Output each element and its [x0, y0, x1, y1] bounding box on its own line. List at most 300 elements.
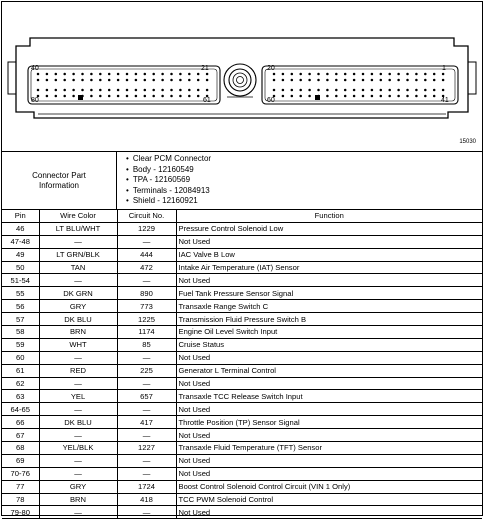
header-circuit-no: Circuit No. — [117, 210, 176, 222]
info-item: • Shield - 12160921 — [126, 196, 211, 207]
pin-cavity — [37, 79, 40, 82]
pin-cavity — [197, 79, 200, 82]
pin-cavity — [380, 95, 383, 98]
pin-cavity — [299, 89, 302, 92]
right-top-left-pin-label: 20 — [267, 65, 275, 72]
pin-cavity — [55, 73, 58, 76]
pin-cell: 50 — [2, 261, 39, 274]
pin-cavity — [282, 95, 285, 98]
function-cell: Not Used — [176, 351, 482, 364]
pin-cavity — [90, 73, 93, 76]
pin-cavity — [197, 89, 200, 92]
left-latch — [8, 62, 16, 94]
pin-cavity — [108, 79, 111, 82]
pin-cavity — [299, 79, 302, 82]
pin-cavity — [380, 79, 383, 82]
wire-color-cell: — — [39, 429, 117, 442]
table-row — [2, 235, 482, 248]
pin-cavity — [282, 89, 285, 92]
pin-cavity — [388, 79, 391, 82]
pin-cavity — [308, 73, 311, 76]
pin-cavity — [433, 95, 436, 98]
function-cell: Intake Air Temperature (IAT) Sensor — [176, 261, 482, 274]
pin-cavity — [282, 73, 285, 76]
circuit-number-cell: 444 — [117, 248, 176, 261]
left-pin-cavities — [37, 73, 209, 98]
wire-color-cell: GRY — [39, 300, 117, 313]
pin-cavity — [424, 79, 427, 82]
circuit-number-cell: 417 — [117, 416, 176, 429]
pin-cavity — [55, 95, 58, 98]
pin-cavity — [55, 89, 58, 92]
table-row — [2, 351, 482, 364]
pin-cavity — [362, 89, 365, 92]
pin-cavity — [188, 73, 191, 76]
pinout-table — [2, 210, 482, 519]
function-cell: Transmission Fluid Pressure Switch B — [176, 313, 482, 326]
pin-cavity — [46, 79, 49, 82]
pin-cell: 79-80 — [2, 506, 39, 519]
pin-cavity — [90, 89, 93, 92]
right-latch — [468, 62, 476, 94]
wire-color-cell: — — [39, 403, 117, 416]
pin-cell: 68 — [2, 442, 39, 455]
wire-color-cell: GRY — [39, 480, 117, 493]
wire-color-cell: YEL/BLK — [39, 442, 117, 455]
pin-cavity — [415, 95, 418, 98]
pin-cell: 46 — [2, 222, 39, 235]
pin-cavity — [291, 79, 294, 82]
info-item: • TPA - 12160569 — [126, 175, 211, 186]
pin-cell: 67 — [2, 429, 39, 442]
pin-cavity — [55, 79, 58, 82]
pin-cavity — [362, 79, 365, 82]
pin-cavity — [317, 89, 320, 92]
table-row — [2, 377, 482, 390]
pin-cell: 61 — [2, 364, 39, 377]
wire-color-cell: DK BLU — [39, 416, 117, 429]
left-pin-block — [28, 66, 220, 104]
table-row — [2, 416, 482, 429]
pin-cavity — [344, 73, 347, 76]
wire-color-cell: — — [39, 454, 117, 467]
pin-cavity — [170, 89, 173, 92]
pin-cavity — [353, 73, 356, 76]
pin-cavity — [273, 79, 276, 82]
pin-cavity — [179, 95, 182, 98]
pin-cavity — [144, 73, 147, 76]
circuit-number-cell: 1225 — [117, 313, 176, 326]
pin-cavity — [335, 73, 338, 76]
left-top-left-pin-label: 40 — [31, 65, 39, 72]
pin-cavity — [72, 95, 75, 98]
left-bottom-left-pin-label: 80 — [31, 97, 39, 104]
pin-cavity — [371, 79, 374, 82]
pin-cavity — [170, 79, 173, 82]
pin-cavity — [81, 73, 84, 76]
connector-face-diagram — [2, 2, 482, 151]
wire-color-cell: RED — [39, 364, 117, 377]
pin-cavity — [388, 95, 391, 98]
pin-cavity — [291, 73, 294, 76]
circuit-number-cell: 890 — [117, 287, 176, 300]
pin-cavity — [291, 95, 294, 98]
pin-cavity — [397, 95, 400, 98]
function-cell: Transaxle Fluid Temperature (TFT) Sensor — [176, 442, 482, 455]
pin-cavity — [353, 79, 356, 82]
pin-cavity — [108, 89, 111, 92]
pin-cell: 66 — [2, 416, 39, 429]
wire-color-cell: DK GRN — [39, 287, 117, 300]
circuit-number-cell: 85 — [117, 338, 176, 351]
function-cell: Not Used — [176, 467, 482, 480]
pin-cavity — [179, 73, 182, 76]
table-row — [2, 274, 482, 287]
pin-cavity — [206, 79, 209, 82]
function-cell: Generator L Terminal Control — [176, 364, 482, 377]
pin-cavity — [344, 79, 347, 82]
pin-cavity — [388, 89, 391, 92]
table-row — [2, 454, 482, 467]
pin-cavity — [317, 73, 320, 76]
wire-color-cell: — — [39, 351, 117, 364]
pin-cavity — [406, 73, 409, 76]
circuit-number-cell: — — [117, 429, 176, 442]
pin-cavity — [90, 95, 93, 98]
function-cell: Not Used — [176, 506, 482, 519]
table-row — [2, 313, 482, 326]
pin-cell: 49 — [2, 248, 39, 261]
table-row — [2, 222, 482, 235]
pin-cavity — [99, 73, 102, 76]
pin-cavity — [152, 73, 155, 76]
circuit-number-cell: 773 — [117, 300, 176, 313]
pin-cavity — [335, 79, 338, 82]
pin-cavity — [380, 89, 383, 92]
wire-color-cell: — — [39, 506, 117, 519]
pin-cavity — [442, 89, 445, 92]
pin-cavity — [299, 73, 302, 76]
pin-cavity — [117, 73, 120, 76]
info-item: • Clear PCM Connector — [126, 154, 211, 165]
wire-color-cell: — — [39, 235, 117, 248]
pin-cell: 57 — [2, 313, 39, 326]
pin-cavity — [197, 73, 200, 76]
pin-cavity — [117, 89, 120, 92]
pin-cavity — [442, 79, 445, 82]
circuit-number-cell: 1227 — [117, 442, 176, 455]
pin-cavity — [117, 79, 120, 82]
connector-info-label-text: Connector Part Information — [32, 170, 86, 190]
center-bolt-icon — [224, 64, 256, 97]
circuit-number-cell: — — [117, 454, 176, 467]
circuit-number-cell: — — [117, 377, 176, 390]
pin-cavity — [273, 89, 276, 92]
wire-color-cell: LT BLU/WHT — [39, 222, 117, 235]
pin-cavity — [161, 95, 164, 98]
pin-cavity — [371, 95, 374, 98]
pin-cavity — [433, 89, 436, 92]
pin-cavity — [335, 95, 338, 98]
pin-cavity — [135, 79, 138, 82]
circuit-number-cell: 1724 — [117, 480, 176, 493]
right-pin-cavities — [273, 73, 445, 98]
function-cell: Engine Oil Level Switch Input — [176, 326, 482, 339]
function-cell: Cruise Status — [176, 338, 482, 351]
pin-cavity — [424, 89, 427, 92]
connector-info-list — [126, 154, 211, 207]
pin-cavity — [362, 73, 365, 76]
pin-cavity — [126, 95, 129, 98]
function-cell: Boost Control Solenoid Control Circuit (VIN 1 Only) — [176, 480, 482, 493]
pin-cavity — [388, 73, 391, 76]
function-cell: IAC Valve B Low — [176, 248, 482, 261]
pin-cavity — [397, 89, 400, 92]
pin-cavity — [326, 89, 329, 92]
pin-cavity — [415, 79, 418, 82]
function-cell: Not Used — [176, 274, 482, 287]
pin-cell: 78 — [2, 493, 39, 506]
pin-cavity — [63, 73, 65, 76]
pin-cavity — [37, 89, 40, 92]
pin-cell: 64-65 — [2, 403, 39, 416]
pin-cavity — [273, 73, 276, 76]
table-row — [2, 248, 482, 261]
table-row — [2, 480, 482, 493]
table-row — [2, 493, 482, 506]
pin-cell: 62 — [2, 377, 39, 390]
pin-cavity — [188, 89, 191, 92]
pin-cavity — [152, 95, 155, 98]
table-row — [2, 390, 482, 403]
table-row — [2, 300, 482, 313]
pin-cavity — [152, 89, 155, 92]
pin-cavity — [344, 95, 347, 98]
circuit-number-cell: — — [117, 274, 176, 287]
right-top-right-pin-label: 1 — [442, 65, 446, 72]
wire-color-cell: — — [39, 274, 117, 287]
pin-cavity — [117, 95, 120, 98]
pin-cavity — [135, 89, 138, 92]
info-item: • Body - 12160549 — [126, 165, 211, 176]
pin-cavity — [335, 89, 338, 92]
left-top-right-pin-label: 21 — [201, 65, 209, 72]
wire-color-cell: YEL — [39, 390, 117, 403]
function-cell: Not Used — [176, 454, 482, 467]
pin-cavity — [179, 89, 182, 92]
left-bottom-right-pin-label: 61 — [203, 97, 211, 104]
right-bottom-right-pin-label: 41 — [441, 97, 449, 104]
table-row — [2, 364, 482, 377]
pin-cavity — [188, 79, 191, 82]
pin-cell: 60 — [2, 351, 39, 364]
pin-cavity — [433, 73, 436, 76]
wire-color-cell: DK BLU — [39, 313, 117, 326]
pin-cavity — [282, 79, 285, 82]
pin-cavity — [144, 89, 147, 92]
pin-cavity — [308, 95, 311, 98]
function-cell: Not Used — [176, 403, 482, 416]
pin-cavity — [179, 79, 182, 82]
pin-cavity — [433, 79, 436, 82]
connector-part-info — [2, 151, 482, 210]
pin-cavity — [424, 95, 427, 98]
pin-cavity — [170, 95, 173, 98]
pin-cavity — [63, 95, 65, 98]
connector-info-label — [2, 152, 117, 209]
pin-cavity — [424, 73, 427, 76]
pin-cavity — [397, 73, 400, 76]
table-row — [2, 506, 482, 519]
table-row — [2, 467, 482, 480]
pin-cell: 56 — [2, 300, 39, 313]
table-row — [2, 403, 482, 416]
pin-cavity — [206, 89, 209, 92]
function-cell: Fuel Tank Pressure Sensor Signal — [176, 287, 482, 300]
pin-cavity — [161, 73, 164, 76]
pin-cavity — [170, 73, 173, 76]
table-row — [2, 287, 482, 300]
header-pin: Pin — [2, 210, 39, 222]
circuit-number-cell: 418 — [117, 493, 176, 506]
wire-color-cell: BRN — [39, 326, 117, 339]
figure-id: 15030 — [459, 139, 476, 145]
circuit-number-cell: — — [117, 235, 176, 248]
pin-cavity — [353, 89, 356, 92]
pin-cavity — [72, 79, 75, 82]
table-row — [2, 261, 482, 274]
pin-cavity — [81, 79, 84, 82]
pin-cavity — [188, 95, 191, 98]
pin-cavity — [442, 73, 445, 76]
function-cell: Not Used — [176, 235, 482, 248]
pin-cavity — [197, 95, 200, 98]
pin-cavity — [308, 79, 311, 82]
pin-cavity — [108, 73, 111, 76]
pin-cavity — [371, 89, 374, 92]
circuit-number-cell: 657 — [117, 390, 176, 403]
wire-color-cell: LT GRN/BLK — [39, 248, 117, 261]
pin-cavity — [362, 95, 365, 98]
table-header-row — [2, 210, 482, 222]
header-wire-color: Wire Color — [39, 210, 117, 222]
right-key — [315, 95, 320, 100]
pin-cell: 51-54 — [2, 274, 39, 287]
pin-cavity — [37, 73, 40, 76]
wire-color-cell: BRN — [39, 493, 117, 506]
pin-cavity — [72, 73, 75, 76]
connector-drawing — [2, 2, 482, 151]
circuit-number-cell: 472 — [117, 261, 176, 274]
pin-cavity — [406, 95, 409, 98]
pin-cell: 47-48 — [2, 235, 39, 248]
pin-cavity — [406, 79, 409, 82]
info-item: • Terminals - 12084913 — [126, 186, 211, 197]
circuit-number-cell: — — [117, 467, 176, 480]
function-cell: Transaxle TCC Release Switch Input — [176, 390, 482, 403]
right-pin-block — [262, 66, 458, 104]
pin-cavity — [46, 89, 49, 92]
pin-cavity — [326, 95, 329, 98]
pin-cavity — [380, 73, 383, 76]
pin-cavity — [406, 89, 409, 92]
pin-cavity — [81, 89, 84, 92]
wire-color-cell: TAN — [39, 261, 117, 274]
pin-cavity — [126, 73, 129, 76]
pin-cavity — [144, 95, 147, 98]
pin-cavity — [161, 79, 164, 82]
pin-cavity — [326, 73, 329, 76]
pin-cavity — [99, 95, 102, 98]
header-function: Function — [176, 210, 482, 222]
circuit-number-cell: 1174 — [117, 326, 176, 339]
pin-cavity — [46, 73, 49, 76]
pin-cavity — [99, 89, 102, 92]
left-key — [78, 95, 83, 100]
circuit-number-cell: — — [117, 351, 176, 364]
circuit-number-cell: — — [117, 403, 176, 416]
pin-cell: 59 — [2, 338, 39, 351]
wire-color-cell: WHT — [39, 338, 117, 351]
pin-cavity — [72, 89, 75, 92]
pin-cavity — [144, 79, 147, 82]
pin-cavity — [326, 79, 329, 82]
pin-cavity — [99, 79, 102, 82]
function-cell: TCC PWM Solenoid Control — [176, 493, 482, 506]
connector-shell — [16, 38, 468, 118]
pin-cavity — [108, 95, 111, 98]
pin-cavity — [63, 79, 65, 82]
table-row — [2, 326, 482, 339]
pin-cavity — [299, 95, 302, 98]
function-cell: Pressure Control Solenoid Low — [176, 222, 482, 235]
function-cell: Not Used — [176, 429, 482, 442]
pin-cavity — [344, 89, 347, 92]
pin-cavity — [161, 89, 164, 92]
pin-cavity — [135, 73, 138, 76]
pin-cavity — [126, 89, 129, 92]
wire-color-cell: — — [39, 377, 117, 390]
pin-cavity — [135, 95, 138, 98]
pin-cavity — [317, 79, 320, 82]
pin-cavity — [291, 89, 294, 92]
table-row — [2, 442, 482, 455]
table-row — [2, 338, 482, 351]
pin-cell: 58 — [2, 326, 39, 339]
pin-cavity — [63, 89, 65, 92]
connector-document — [1, 1, 483, 516]
pin-cell: 70-76 — [2, 467, 39, 480]
pin-cavity — [152, 79, 155, 82]
pin-cavity — [90, 79, 93, 82]
circuit-number-cell: 225 — [117, 364, 176, 377]
pin-cavity — [415, 73, 418, 76]
function-cell: Throttle Position (TP) Sensor Signal — [176, 416, 482, 429]
pin-cavity — [308, 89, 311, 92]
pin-cavity — [415, 89, 418, 92]
pin-cell: 69 — [2, 454, 39, 467]
pin-cavity — [397, 79, 400, 82]
pin-cell: 63 — [2, 390, 39, 403]
function-cell: Transaxle Range Switch C — [176, 300, 482, 313]
function-cell: Not Used — [176, 377, 482, 390]
pin-cell: 55 — [2, 287, 39, 300]
pin-cavity — [371, 73, 374, 76]
pin-cavity — [206, 73, 209, 76]
pin-cavity — [353, 95, 356, 98]
pinout-table-body — [2, 222, 482, 518]
circuit-number-cell: — — [117, 506, 176, 519]
